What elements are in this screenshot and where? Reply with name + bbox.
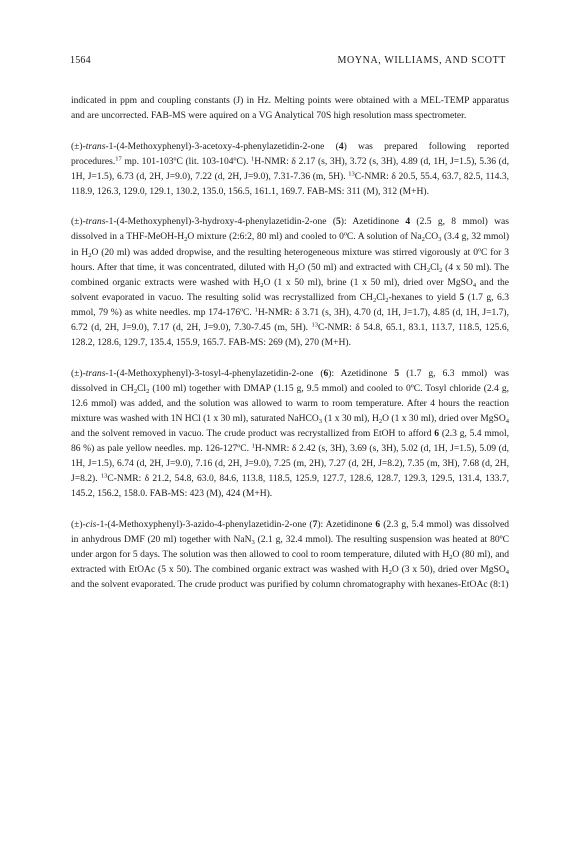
paragraph-compound-4: (±)-trans-1-(4-Methoxyphenyl)-3-acetoxy-4-phenylazetidin-2-one (4) was prepared following reported procedures.$^{17}$ mp. 101-103ºC (lit. 103-104ºC). $^1$H-NMR: δ 2.17 (s, 3H), 3.72 (s, 3H), 4.89 (d, 1H, J=1.5), 5.36 (d, 1H, J=1.5), 6.73 (d, 2H, J=9.0), 7.22 (d, 2H, J=9.0), 7.31-7.36 (m, 5H). $^{13}$C-NMR: δ 20.5, 55.4, 63.7, 82.5, 114.3, 118.9, 126.3, 129.0, 129.1, 130.2, 135.0, 156.5, 161.1, 169.7. FAB-MS: 311 (M), 312 (M+H). bbox=[71, 140, 509, 197]
page-number: 1564 bbox=[70, 55, 91, 66]
paragraph-compound-5: (±)-trans-1-(4-Methoxyphenyl)-3-hydroxy-4-phenylazetidin-2-one (5): Azetidinone 4 (2.5 g, 8 mmol) was dissolved in a THF-$MeOH-H_2O$ mixture (2:6:2, 80 ml) and cooled to 0ºC. A solution of $Na_2CO_3$ (3.4 g, 32 mmol) in $H_2O$ (20 ml) was added dropwise, and the resulting heterogeneous mixture was stirred vigorously at 0ºC for 3 hours. After that time, it was concentrated, diluted with $H_2O$ (50 ml) and extracted with $CH_2Cl_2$ (4 x 50 ml). The combined organic extracts were washed with $H_2O$ (1 x 50 ml), brine (1 x 50 ml), dried over MgSO$_4$ and the solvent evaporated in vacuo. The resulting solid was recrystallized from $CH_2Cl_2$-hexanes to yield 5 (1.7 g, 6.3 mmol, 79 %) as white needles. mp 174-176ºC. $^1$H-NMR: δ 3.71 (s, 3H), 4.70 (d, 1H, J=1.7), 4.85 (d, 1H, J=1.7), 6.72 (d, 2H, J=9.0), 7.17 (d, 2H, J=9.0), 7.30-7.45 (m, 5H). $^{13}$C-NMR: δ 54.8, 65.1, 83.1, 113.7, 118.5, 125.6, 128.2, 128.6, 129.7, 135.4, 155.9, 165.7. FAB-MS: 269 (M), 270 (M+H). bbox=[71, 216, 509, 349]
page-header bbox=[70, 55, 506, 66]
paragraph-compound-7: (±)-cis-1-(4-Methoxyphenyl)-3-azido-4-phenylazetidin-2-one (7): Azetidinone 6 (2.3 g, 5.4 mmol) was dissolved in anhydrous DMF (20 ml) together with NaN$_3$ (2.1 g, 32.4 mmol). The resulting suspension was heated at 80ºC under argon for 5 days. The solution was then allowed to cool to room temperature, diluted with $H_2O$ (80 ml), and extracted with EtOAc (5 x 50). The combined organic extract was washed with $H_2O$ (3 x 50), dried over MgSO$_4$ and the solvent evaporated. The crude product was purified by column chromatography with hexanes-EtOAc (8:1) bbox=[71, 518, 509, 591]
paragraph-compound-6: (±)-trans-1-(4-Methoxyphenyl)-3-tosyl-4-phenylazetidin-2-one (6): Azetidinone 5 (1.7 g, 6.3 mmol) was dissolved in $CH_2Cl_2$ (100 ml) together with DMAP (1.15 g, 9.5 mmol) and cooled to 0ºC. Tosyl chloride (2.4 g, 12.6 mmol) was added, and the solution was allowed to warm to room temperature. After 4 hours the reaction mixture was washed with 1N HCl (1 x 30 ml), saturated NaHCO$_3$ (1 x 30 ml), $H_2O$ (1 x 30 ml), dried over MgSO$_4$ and the solvent removed in vacuo. The crude product was recrystallized from EtOH to afford 6 (2.3 g, 5.4 mmol, 86 %) as pale yellow needles. mp. 126-127ºC. $^1$H-NMR: δ 2.42 (s, 3H), 3.69 (s, 3H), 5.02 (d, 1H, J=1.5), 5.09 (d, 1H, J=1.5), 6.74 (d, 2H, J=9.0), 7.16 (d, 2H, J=9.0), 7.25 (m, 2H), 7.27 (d, 2H, J=8.2), 7.35 (m, 3H), 7.68 (d, 2H, J=8.2). $^{13}$C-NMR: δ 21.2, 54.8, 63.0, 84.6, 113.8, 118.5, 125.9, 127.7, 128.6, 128.7, 129.3, 129.5, 131.4, 133.7, 145.2, 156.2, 158.0. FAB-MS: 423 (M), 424 (M+H). bbox=[71, 367, 510, 500]
body-text bbox=[71, 93, 509, 608]
running-title: MOYNA, WILLIAMS, AND SCOTT bbox=[337, 55, 506, 66]
paragraph-intro: indicated in ppm and coupling constants (J) in Hz. Melting points were obtained with a MEL-TEMP apparatus and are uncorrected. FAB-MS were aquired on a VG Analytical 70S high resolution mass spectrometer. bbox=[71, 95, 509, 122]
